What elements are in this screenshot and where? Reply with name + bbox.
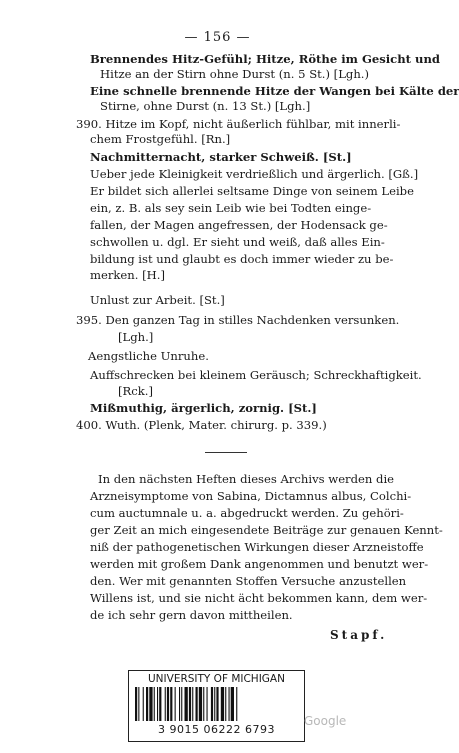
text-line: merken. [H.] [90, 268, 165, 282]
library-barcode-label [128, 670, 305, 742]
signature: Stapf. [330, 628, 388, 642]
text-line: fallen, der Magen angefressen, der Hodensack ge- [90, 218, 388, 232]
text-line: bildung ist und glaubt es doch immer wieder zu be- [90, 252, 394, 266]
barcode-icon [135, 687, 298, 721]
text-line: ger Zeit an mich eingesendete Beiträge zur genauen Kennt- [90, 523, 443, 537]
text-line: ein, z. B. als sey sein Leib wie bei Todten einge- [90, 201, 372, 215]
text-line: Arzneisymptome von Sabina, Dictamnus albus, Colchi- [90, 489, 412, 503]
text-line: 390. Hitze im Kopf, nicht äußerlich fühlbar, mit innerli- [76, 117, 401, 131]
text-line: [Lgh.] [118, 330, 154, 344]
text-line: Eine schnelle brennende Hitze der Wangen bei Kälte der [90, 84, 459, 98]
text-line: Mißmuthig, ärgerlich, zornig. [St.] [90, 401, 317, 415]
text-line: werden mit großem Dank angenommen und benutzt wer- [90, 557, 429, 571]
text-line: cum auctumnale u. a. abgedruckt werden. Zu gehöri- [90, 506, 404, 520]
text-line: Ueber jede Kleinigkeit verdrießlich und ärgerlich. [Gß.] [90, 167, 419, 181]
text-line: niß der pathogenetischen Wirkungen dieser Arzneistoffe [90, 540, 424, 554]
barcode-number: 3 9015 06222 6793 [158, 723, 275, 736]
text-line: Brennendes Hitz-Gefühl; Hitze, Röthe im Gesicht und [90, 52, 441, 66]
page-number: — 156 — [184, 30, 251, 45]
text-line: Unlust zur Arbeit. [St.] [90, 293, 225, 307]
watermark: Google [304, 714, 347, 728]
text-line: Nachmitternacht, starker Schweiß. [St.] [90, 150, 352, 164]
text-line: Er bildet sich allerlei seltsame Dinge von seinem Leibe [90, 184, 414, 198]
text-line: schwollen u. dgl. Er sieht und weiß, daß alles Ein- [90, 235, 385, 249]
text-line: [Rck.] [118, 384, 153, 398]
section-divider [205, 452, 247, 453]
text-line: Auffschrecken bei kleinem Geräusch; Schreckhaftigkeit. [90, 368, 422, 382]
text-line: den. Wer mit genannten Stoffen Versuche anzustellen [90, 574, 407, 588]
text-line: chem Frostgefühl. [Rn.] [90, 132, 231, 146]
text-line: Hitze an der Stirn ohne Durst (n. 5 St.) [Lgh.) [100, 67, 370, 81]
text-line: de ich sehr gern davon mittheilen. [90, 608, 293, 622]
text-line: Willens ist, und sie nicht ächt bekommen kann, dem wer- [90, 591, 428, 605]
text-line: 400. Wuth. (Plenk, Mater. chirurg. p. 339.) [76, 418, 327, 432]
text-line: 395. Den ganzen Tag in stilles Nachdenken versunken. [76, 313, 400, 327]
text-line: In den nächsten Heften dieses Archivs werden die [98, 472, 395, 486]
text-line: Aengstliche Unruhe. [88, 349, 209, 363]
barcode-institution: UNIVERSITY OF MICHIGAN [148, 673, 285, 685]
text-line: Stirne, ohne Durst (n. 13 St.) [Lgh.] [100, 99, 311, 113]
